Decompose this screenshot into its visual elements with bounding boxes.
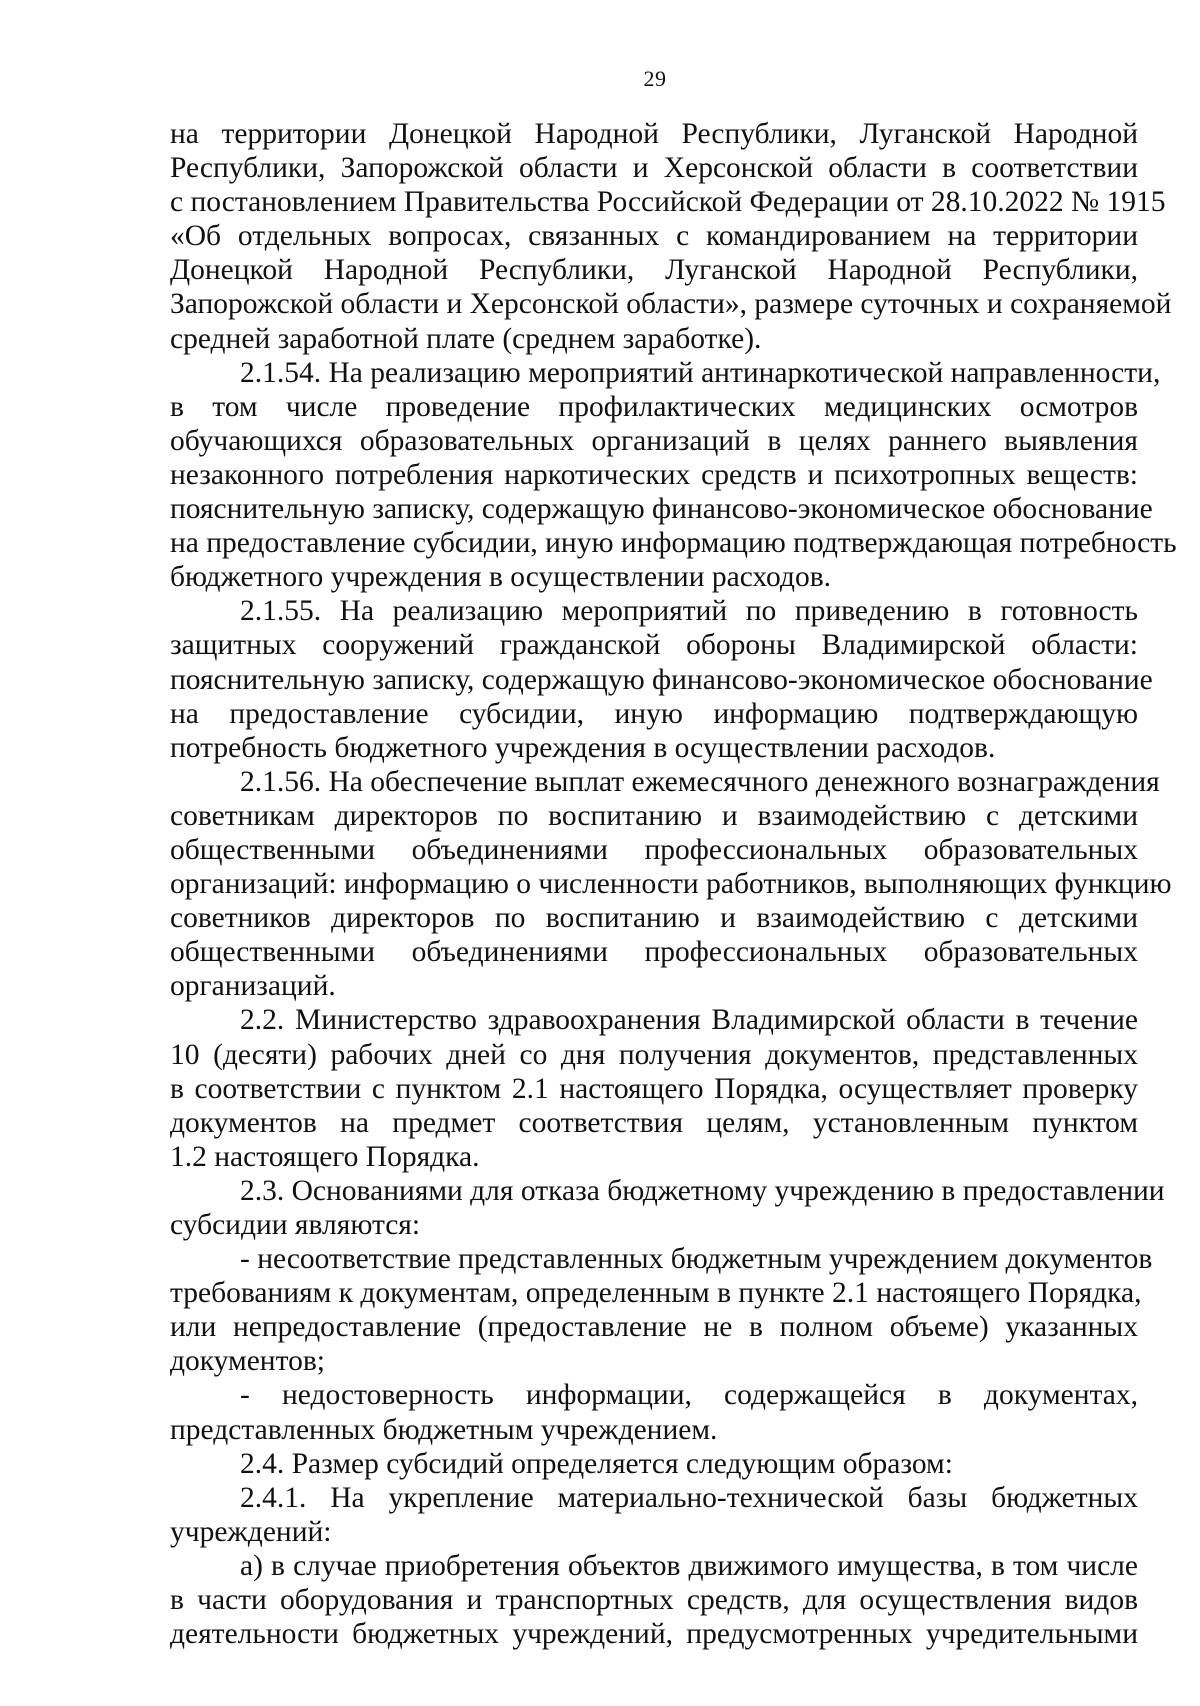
text-line: общественными объединениями профессиональных образовательных (170, 833, 1138, 866)
text-line: в том числе проведение профилактических медицинских осмотров (170, 390, 1138, 423)
text-line: потребность бюджетного учреждения в осуществлении расходов. (170, 731, 996, 764)
text-line: учреждений: (170, 1515, 332, 1548)
text-line: советникам директоров по воспитанию и взаимодействию с детскими (170, 799, 1138, 832)
text-line: 2.1.54. На реализацию мероприятий антинаркотической направленности, (240, 356, 1161, 389)
text-line: 1.2 настоящего Порядка. (170, 1140, 480, 1173)
text-line: Республики, Запорожской области и Херсонской области в соответствии (170, 152, 1138, 185)
text-line: в части оборудования и транспортных средств, для осуществления видов (170, 1584, 1138, 1617)
text-line: Донецкой Народной Республики, Луганской Народной Республики, (170, 254, 1138, 287)
text-line: организаций: информацию о численности работников, выполняющих функцию (170, 868, 1172, 901)
text-line: пояснительную записку, содержащую финансово-экономическое обоснование (170, 493, 1153, 526)
text-line: бюджетного учреждения в осуществлении расходов. (170, 561, 831, 594)
text-line: 2.1.56. На обеспечение выплат ежемесячного денежного вознаграждения (240, 765, 1160, 798)
text-line: 2.4. Размер субсидий определяется следующим образом: (240, 1447, 953, 1480)
text-line: субсидии являются: (170, 1209, 421, 1241)
text-line: 10 (десяти) рабочих дней со дня получения документов, представленных (170, 1038, 1138, 1071)
text-line: представленных бюджетным учреждением. (170, 1413, 718, 1446)
text-line: - недостоверность информации, содержащейся в документах, (240, 1379, 1138, 1412)
text-line: «Об отдельных вопросах, связанных с командированием на территории (170, 220, 1138, 253)
text-line: 2.2. Министерство здравоохранения Владимирской области в течение (240, 1004, 1138, 1037)
document-body (170, 117, 1177, 1651)
text-line: защитных сооружений гражданской обороны Владимирской области: (170, 629, 1138, 662)
text-line: общественными объединениями профессиональных образовательных (170, 936, 1138, 969)
text-line: - несоответствие представленных бюджетным учреждением документов (240, 1243, 1153, 1276)
text-line: советников директоров по воспитанию и взаимодействию с детскими (170, 902, 1138, 935)
text-line: или непредоставление (предоставление не в полном объеме) указанных (170, 1311, 1138, 1344)
text-line: пояснительную записку, содержащую финансово-экономическое обоснование (170, 663, 1153, 696)
text-line: Запорожской области и Херсонской области», размере суточных и сохраняемой (170, 288, 1172, 321)
text-line: а) в случае приобретения объектов движимого имущества, в том числе (240, 1549, 1138, 1582)
text-line: организаций. (170, 970, 336, 1003)
text-line: на территории Донецкой Народной Республики, Луганской Народной (170, 118, 1138, 150)
text-line: требованиям к документам, определенным в пункте 2.1 настоящего Порядка, (170, 1277, 1142, 1310)
text-line: деятельности бюджетных учреждений, предусмотренных учредительными (170, 1618, 1138, 1651)
text-line: на предоставление субсидии, иную информацию подтверждающую (170, 697, 1138, 730)
page-number: 29 (643, 66, 667, 91)
text-line: с постановлением Правительства Российской Федерации от 28.10.2022 № 1915 (170, 186, 1166, 219)
text-line: незаконного потребления наркотических средств и психотропных веществ: (170, 458, 1138, 491)
text-line: документов; (170, 1345, 325, 1378)
text-line: в соответствии с пунктом 2.1 настоящего Порядка, осуществляет проверку (170, 1072, 1138, 1105)
text-line: 2.4.1. На укрепление материально-технической базы бюджетных (240, 1481, 1138, 1514)
text-line: 2.1.55. На реализацию мероприятий по приведению в готовность (240, 595, 1138, 628)
text-line: средней заработной плате (среднем заработке). (170, 322, 762, 355)
text-line: на предоставление субсидии, иную информацию подтверждающая потребность (170, 527, 1177, 560)
text-line: документов на предмет соответствия целям, установленным пунктом (170, 1106, 1138, 1139)
text-line: обучающихся образовательных организаций в целях раннего выявления (170, 424, 1138, 457)
text-line: 2.3. Основаниями для отказа бюджетному учреждению в предоставлении (240, 1174, 1165, 1207)
